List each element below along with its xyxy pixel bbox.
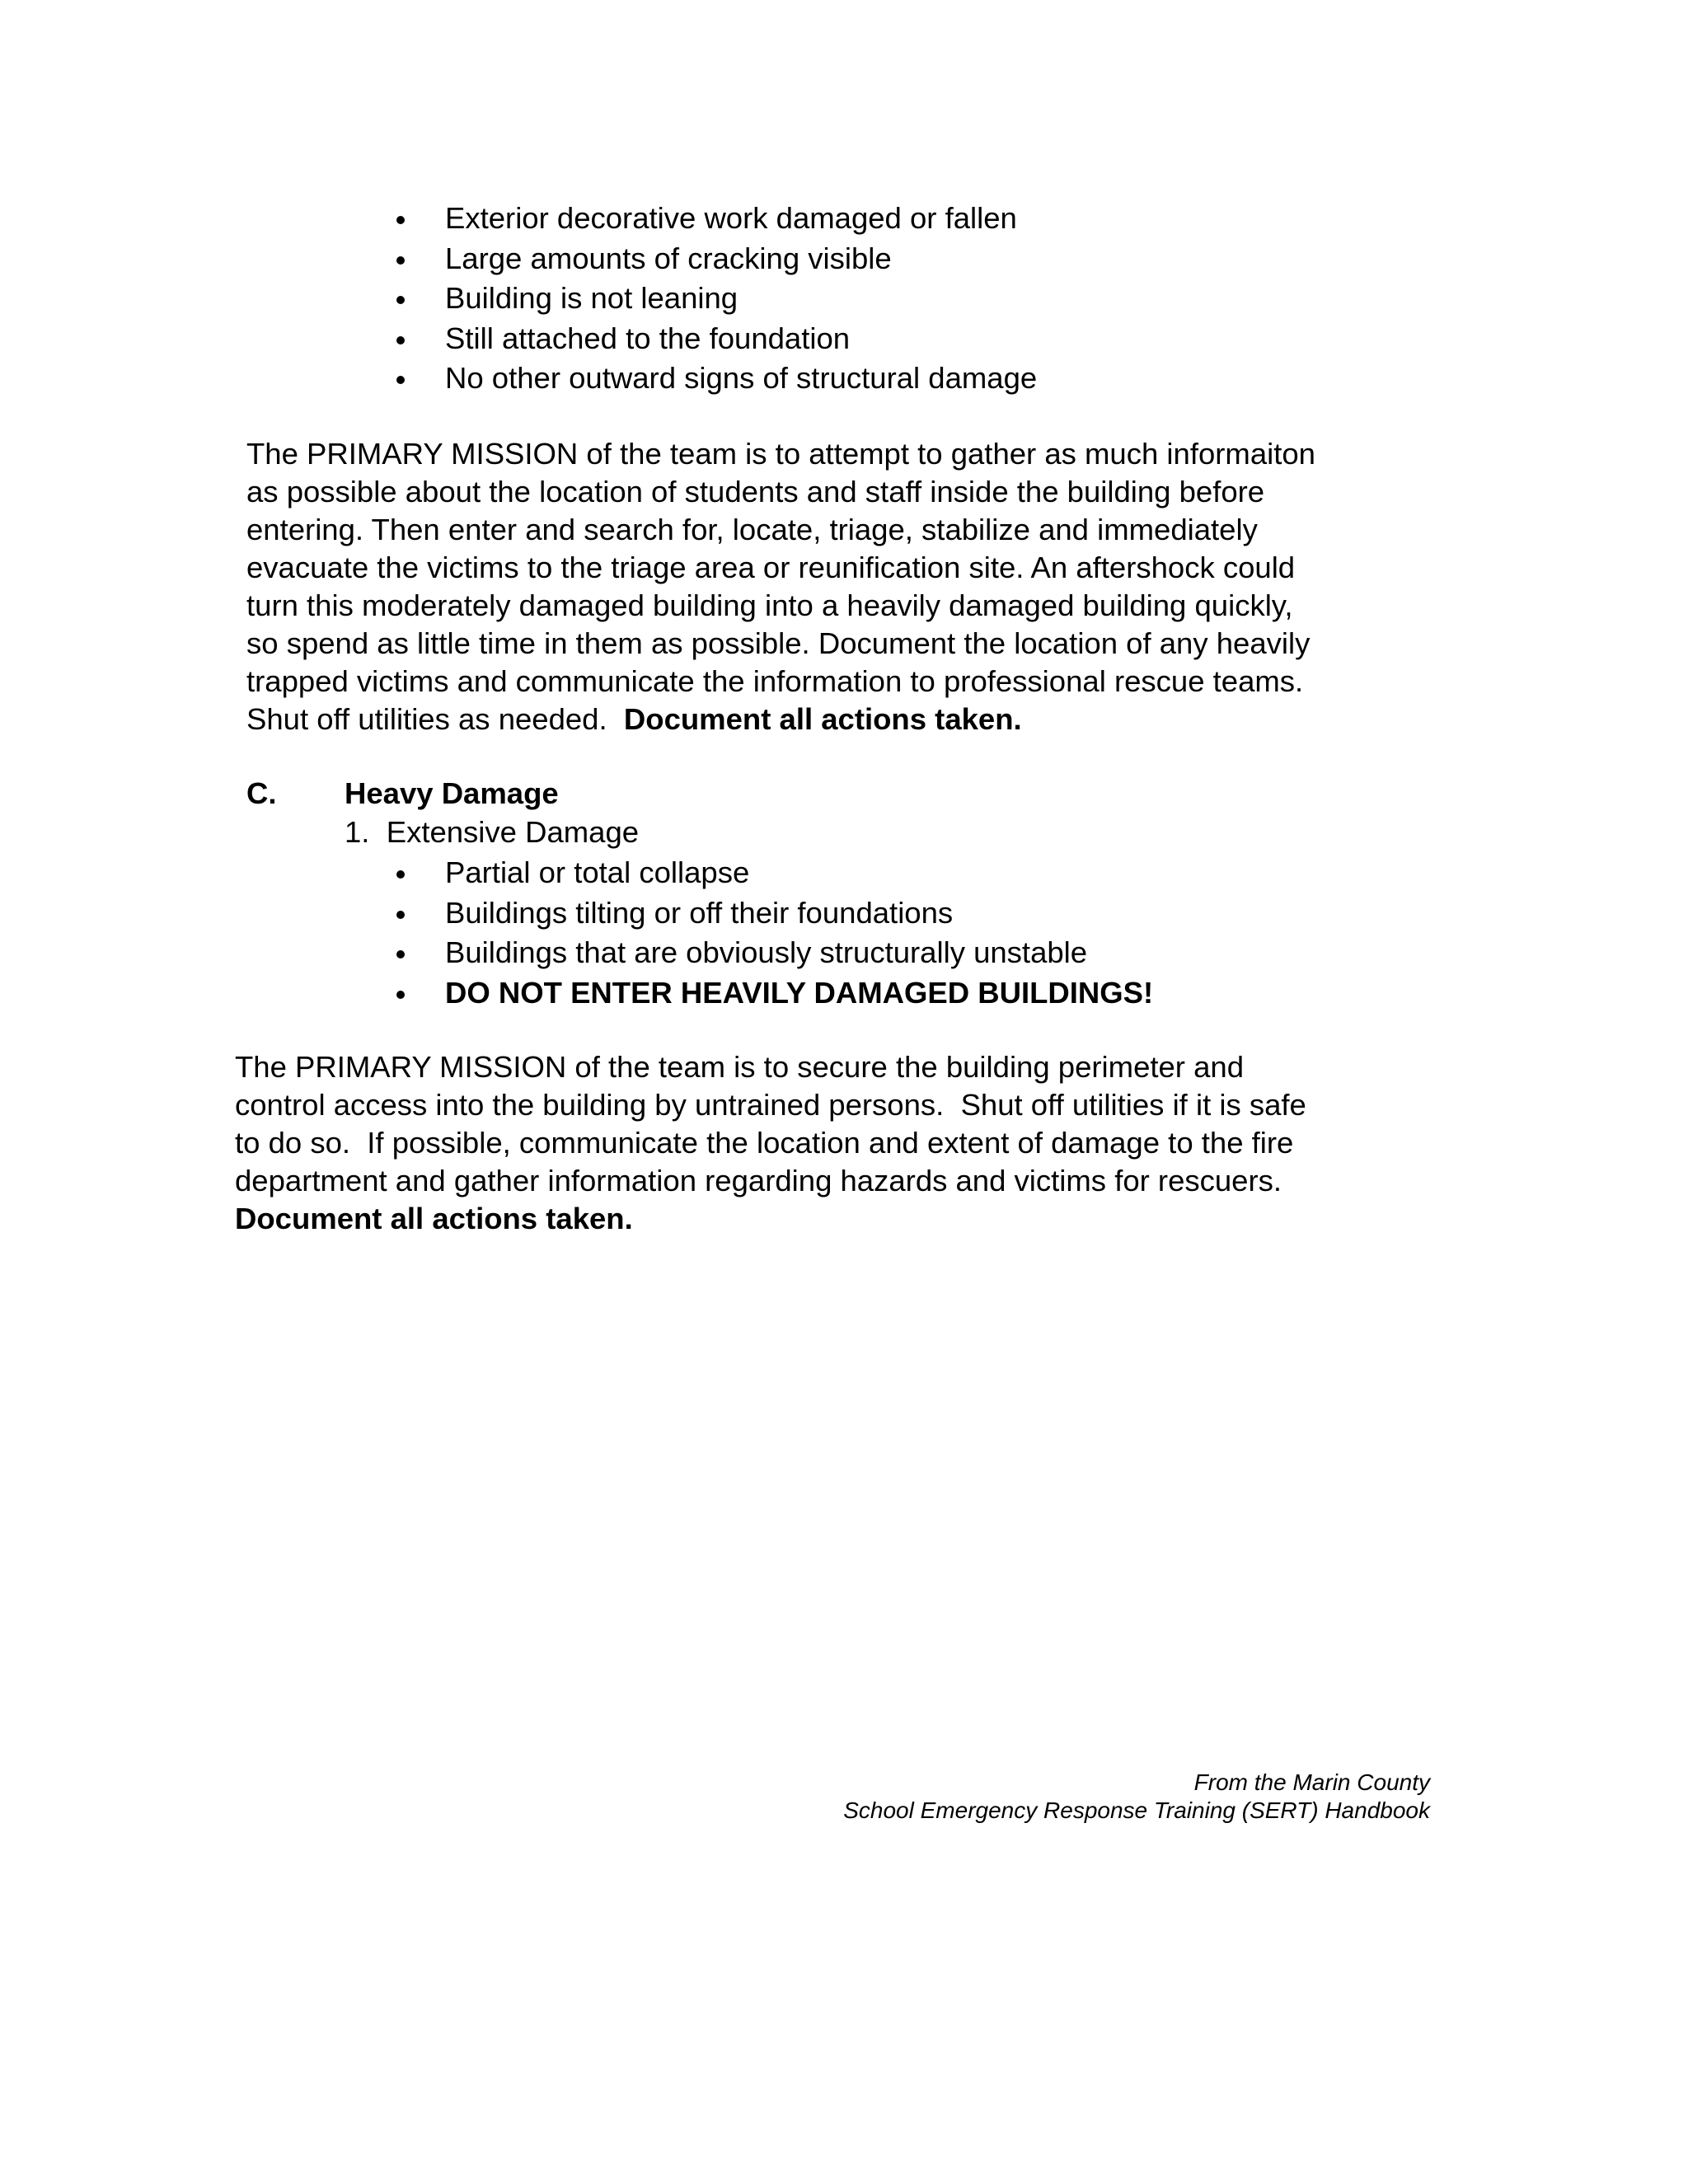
paragraph-line: control access into the building by untrained persons. Shut off utilities if it is safe	[235, 1088, 1306, 1122]
source-credit-line-1: From the Marin County	[1193, 1769, 1430, 1795]
paragraph-line: evacuate the victims to the triage area or reunification site. An aftershock could	[246, 551, 1296, 584]
paragraph-text: Shut off utilities as needed.	[246, 702, 624, 736]
paragraph-line: department and gather information regarding hazards and victims for rescuers.	[235, 1164, 1282, 1197]
list-item: Buildings that are obviously structurally unstable	[393, 933, 1153, 973]
bullet-dot	[396, 376, 405, 384]
list-item: Building is not leaning	[393, 279, 1037, 319]
list-item: No other outward signs of structural damage	[393, 359, 1037, 399]
moderate-damage-indicators-list	[393, 199, 1037, 399]
warning-list-item: DO NOT ENTER HEAVILY DAMAGED BUILDINGS!	[393, 973, 1153, 1014]
list-item: Still attached to the foundation	[393, 319, 1037, 359]
paragraph-line: trapped victims and communicate the information to professional rescue teams.	[246, 664, 1304, 698]
heavy-damage-indicators-list	[393, 853, 1153, 1013]
bullet-dot	[396, 950, 405, 958]
paragraph-line: so spend as little time in them as possible. Document the location of any heavily	[246, 626, 1311, 660]
list-item: Large amounts of cracking visible	[393, 239, 1037, 279]
bullet-dot	[396, 216, 405, 224]
section-letter: C.	[246, 776, 277, 810]
subsection-item: 1. Extensive Damage	[345, 815, 640, 849]
bullet-dot	[396, 911, 405, 919]
list-item: Partial or total collapse	[393, 853, 1153, 893]
paragraph-line: entering. Then enter and search for, locate, triage, stabilize and immediately	[246, 513, 1258, 546]
bullet-dot	[396, 256, 405, 265]
document-actions-note: Document all actions taken.	[235, 1202, 633, 1235]
document-actions-note: Document all actions taken.	[623, 702, 1022, 736]
heavy-damage-mission-paragraph	[235, 1048, 1306, 1238]
paragraph-line: The PRIMARY MISSION of the team is to attempt to gather as much informaiton	[246, 437, 1315, 471]
moderate-damage-mission-paragraph	[246, 435, 1315, 738]
paragraph-line: turn this moderately damaged building into a heavily damaged building quickly,	[246, 588, 1293, 622]
bullet-dot	[396, 296, 405, 304]
bullet-dot	[396, 336, 405, 344]
paragraph-line: as possible about the location of students and staff inside the building before	[246, 475, 1265, 509]
list-item: Exterior decorative work damaged or fallen	[393, 199, 1037, 239]
paragraph-line	[246, 701, 1315, 738]
bullet-dot	[396, 991, 405, 999]
source-credit-line-2: School Emergency Response Training (SERT) Handbook	[843, 1797, 1430, 1823]
section-heading: Heavy Damage	[345, 776, 559, 810]
paragraph-line: The PRIMARY MISSION of the team is to secure the building perimeter and	[235, 1050, 1244, 1084]
paragraph-line: to do so. If possible, communicate the location and extent of damage to the fire	[235, 1126, 1294, 1160]
bullet-dot	[396, 870, 405, 879]
list-item: Buildings tilting or off their foundations	[393, 893, 1153, 934]
